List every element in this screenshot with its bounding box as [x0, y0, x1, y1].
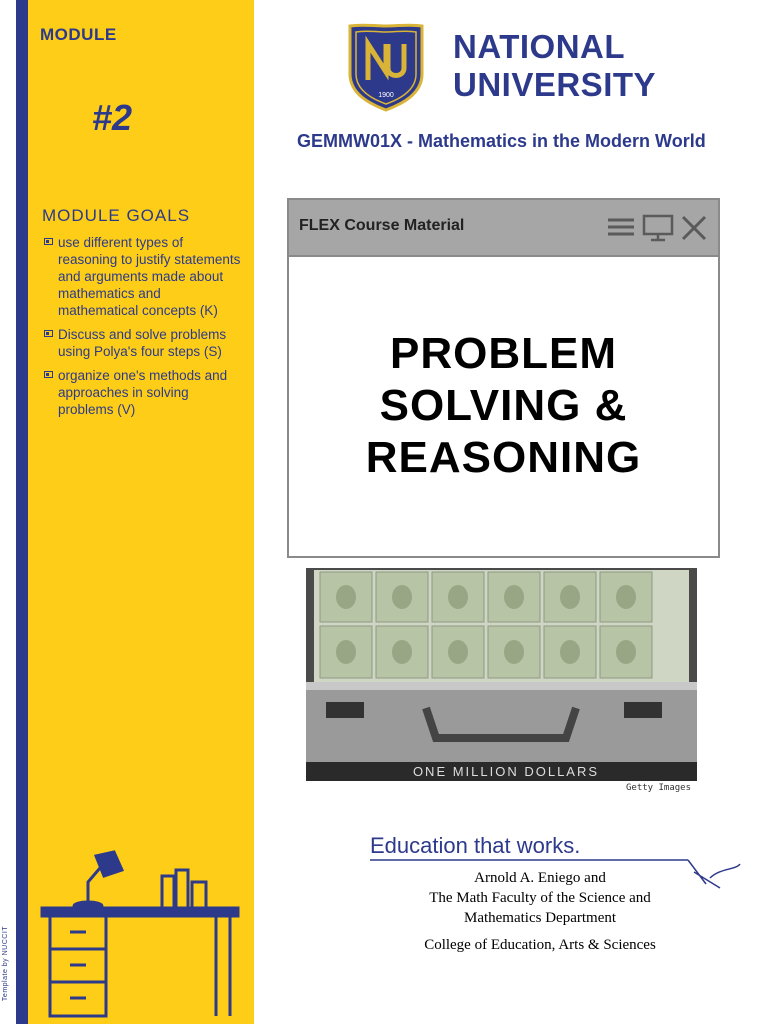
template-credit: Template by NUCCIT	[2, 925, 10, 1002]
university-logo	[346, 22, 426, 112]
college-name: College of Education, Arts & Sciences	[424, 937, 656, 953]
window-title: FLEX Course Material	[299, 217, 465, 234]
goal-text: organize one's methods and approaches in solving problems (V)	[58, 368, 228, 417]
tagline: Education that works.	[370, 833, 581, 858]
main-title-line2: SOLVING &	[379, 381, 628, 430]
window-controls	[606, 214, 708, 242]
main-title-line1: PROBLEM	[390, 329, 617, 378]
bullet-icon	[44, 330, 53, 337]
university-name	[453, 28, 656, 104]
desk-lamp-illustration	[38, 848, 243, 1024]
module-label: MODULE	[40, 25, 117, 44]
money-briefcase-photo	[306, 568, 697, 781]
module-goals-list	[44, 234, 244, 425]
goal-item	[44, 367, 244, 418]
sidebar-accent-strip	[16, 0, 28, 1024]
window-title-bar	[289, 200, 718, 257]
author-line1: Arnold A. Eniego and	[474, 870, 606, 886]
author-line2: The Math Faculty of the Science and	[429, 890, 651, 906]
authors	[380, 868, 700, 928]
course-material-window	[287, 198, 720, 558]
goal-item	[44, 326, 244, 360]
module-goals-title: MODULE GOALS	[42, 206, 191, 225]
logo-year: 1900	[378, 92, 394, 99]
main-title	[289, 328, 718, 484]
menu-icon[interactable]	[606, 214, 636, 240]
module-number: #2	[92, 97, 133, 138]
bullet-icon	[44, 371, 53, 378]
goal-item	[44, 234, 244, 319]
main-title-line3: REASONING	[365, 433, 642, 482]
university-name-line2: UNIVERSITY	[453, 66, 657, 103]
author-line3: Mathematics Department	[463, 910, 617, 926]
bullet-icon	[44, 238, 53, 245]
university-name-line1: NATIONAL	[453, 28, 626, 65]
goal-text: use different types of reasoning to justify statements and arguments made about mathematics and mathematical concepts (K)	[58, 235, 241, 318]
close-icon[interactable]	[680, 214, 708, 242]
photo-caption: ONE MILLION DOLLARS	[412, 764, 600, 779]
monitor-icon[interactable]	[642, 214, 674, 242]
photo-credit: Getty Images	[626, 783, 692, 793]
course-title: GEMMW01X - Mathematics in the Modern World	[297, 131, 706, 151]
goal-text: Discuss and solve problems using Polya's four steps (S)	[58, 327, 227, 359]
